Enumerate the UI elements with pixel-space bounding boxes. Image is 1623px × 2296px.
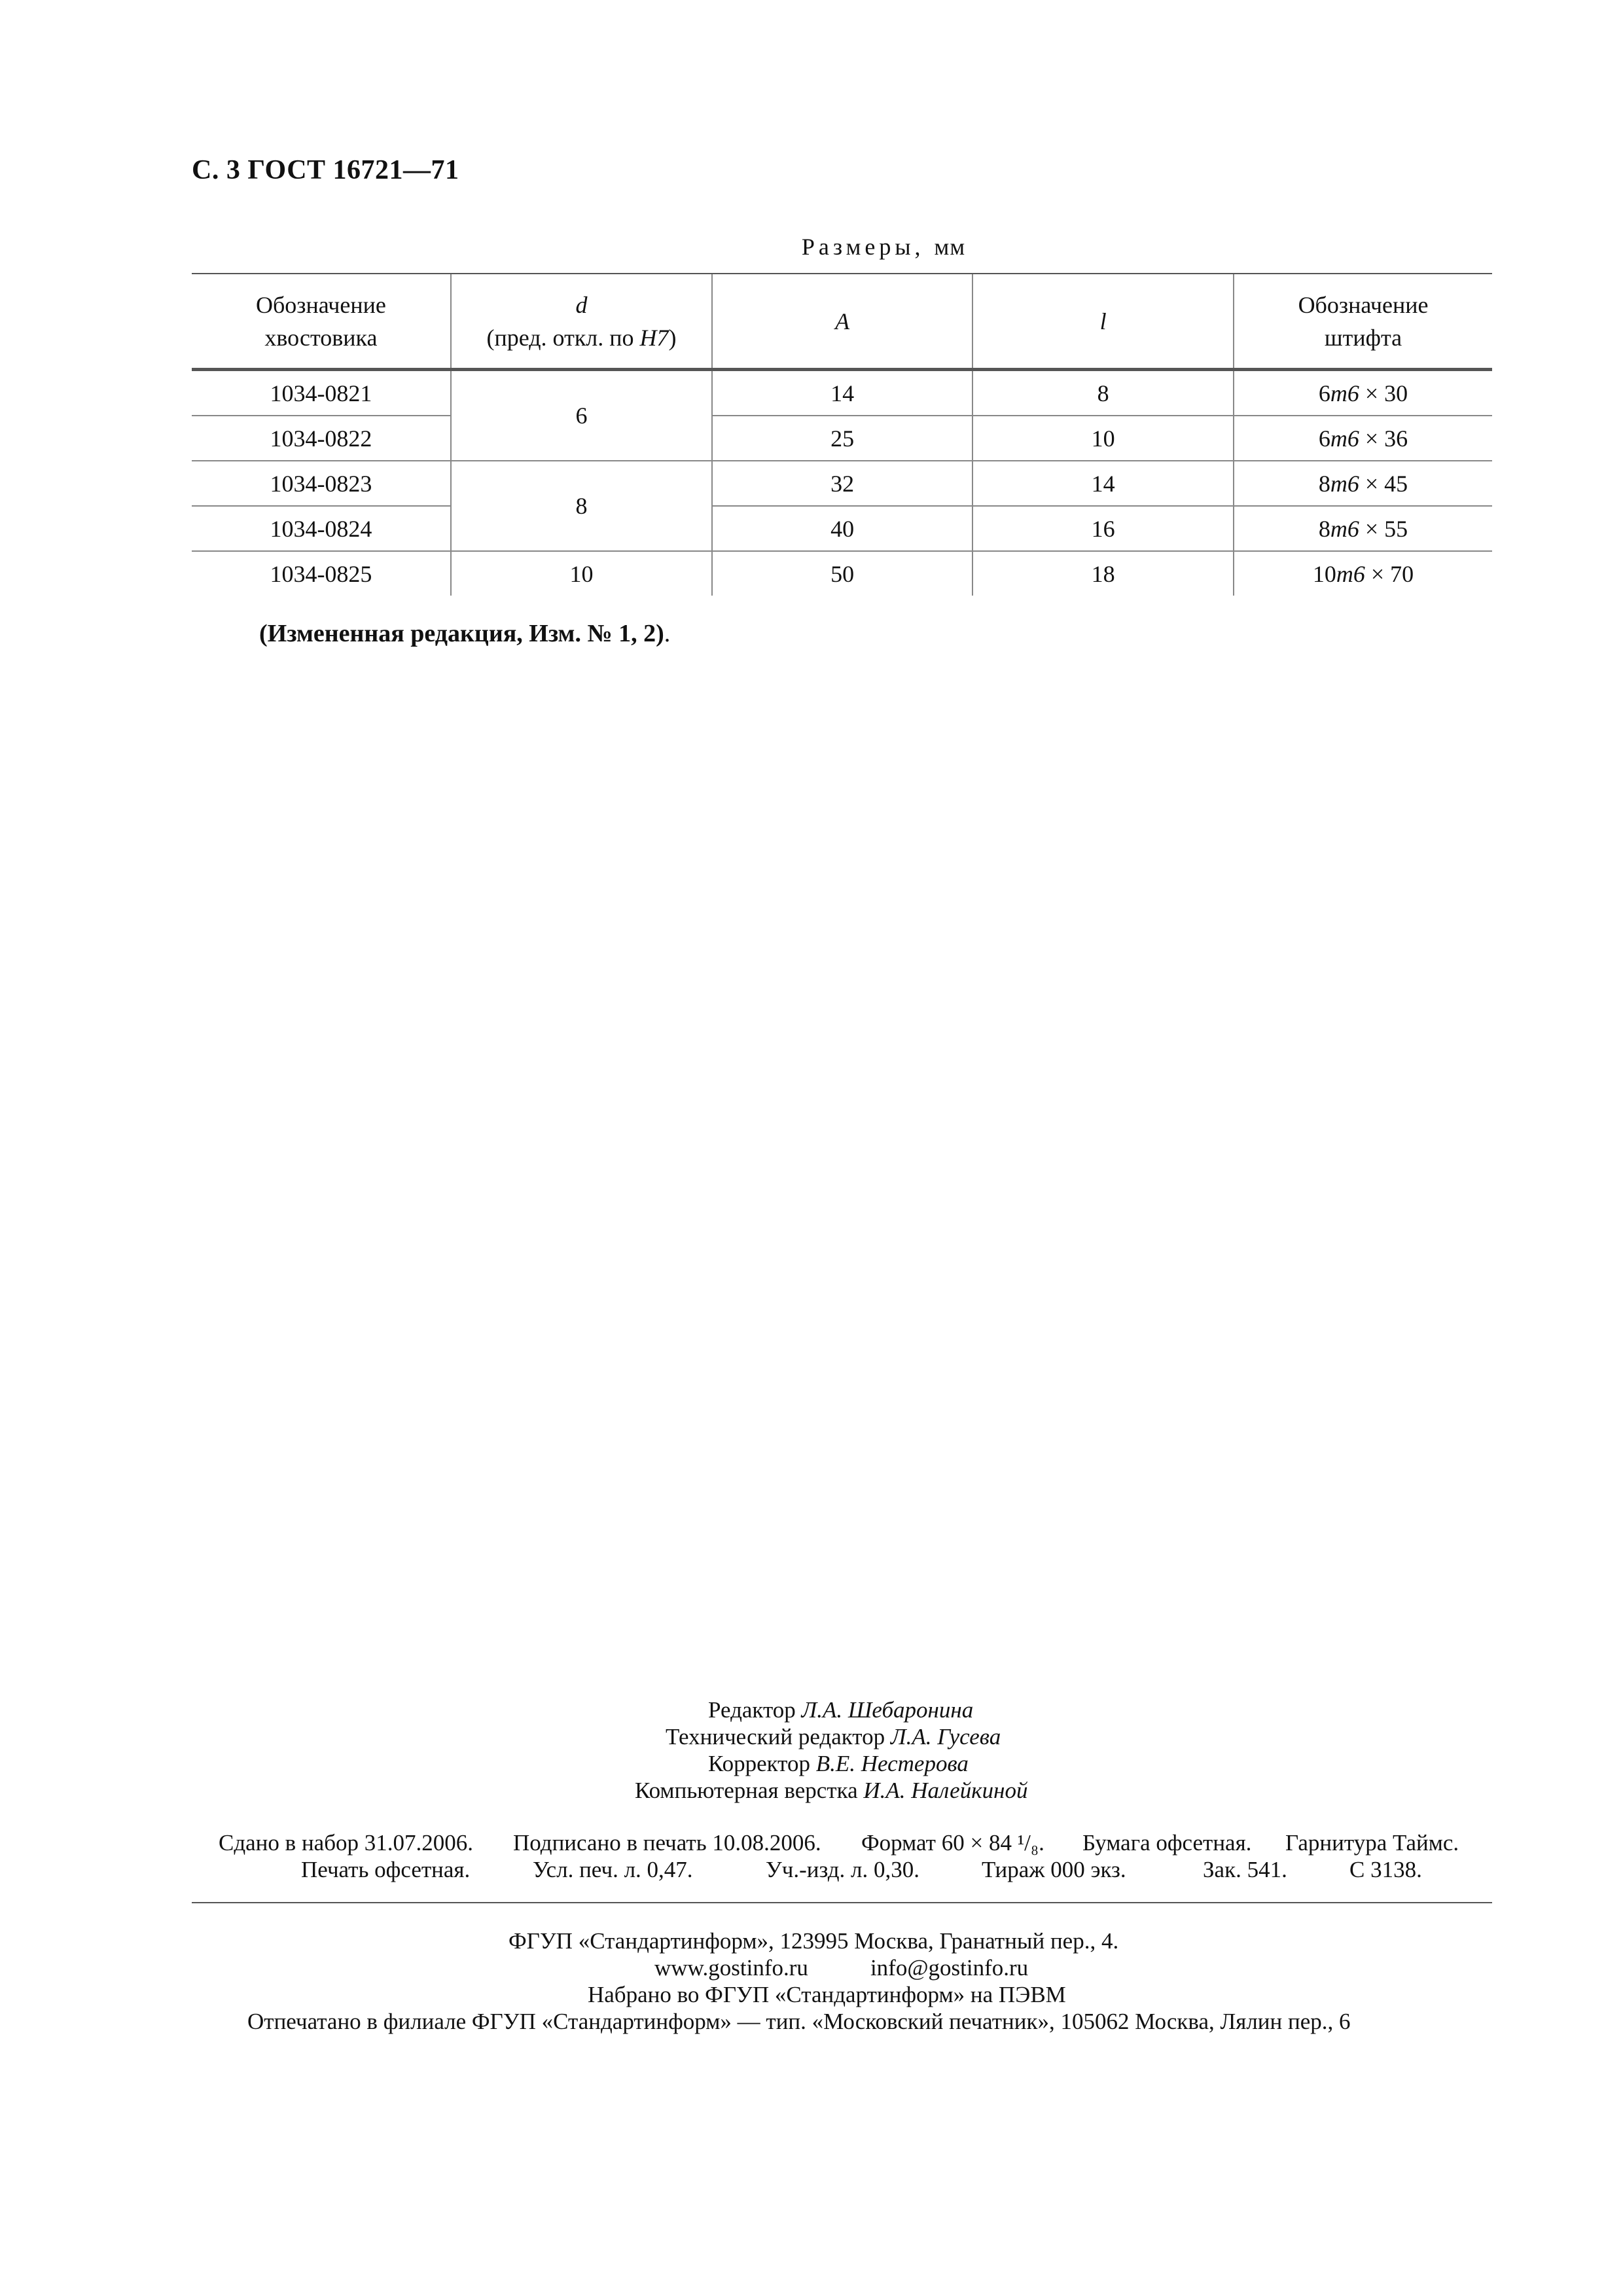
cell-pin [1234,506,1492,551]
imprint-order: Зак. 541. [1203,1857,1287,1882]
cell-d: 6 [451,370,712,461]
imprint-signed-date: Подписано в печать 10.08.2006. [513,1830,821,1856]
header-pin-line2: штифта [1324,324,1402,351]
table-header-row [192,274,1492,370]
table-row [192,416,1492,461]
cell-code: 1034-0825 [270,560,372,587]
credit-tech-editor [666,1723,1001,1750]
imprint-print-type: Печать офсетная. [301,1857,471,1882]
credit-tech-editor-role: Технический редактор [666,1724,891,1749]
pin-fit: m6 [1330,380,1359,406]
imprint-typeset-date: Сдано в набор 31.07.2006. [219,1830,474,1856]
pin-number: 8 [1318,515,1330,542]
revision-note [259,619,670,648]
pin-fit: m6 [1330,470,1359,497]
header-pin-line1: Обозначение [1298,291,1429,318]
revision-note-tail: . [664,620,671,647]
header-d-note-fit: H7 [639,324,669,351]
imprint-code: С 3138. [1349,1857,1422,1882]
publisher-typeset-note: Набрано во ФГУП «Стандартинформ» на ПЭВМ [588,1982,1066,2007]
header-shank-designation [192,274,451,370]
table-caption [785,233,982,260]
pin-number: 8 [1318,470,1330,497]
cell-pin [1234,551,1492,596]
credit-corrector [708,1750,969,1777]
table-row [192,370,1492,416]
pin-number: 6 [1318,425,1330,452]
pin-number: 6 [1318,380,1330,406]
credit-layout [635,1777,1027,1804]
pin-fit: m6 [1336,560,1365,587]
credit-layout-role: Компьютерная верстка [635,1778,864,1803]
revision-note-text: (Измененная редакция, Изм. № 1, 2) [259,620,664,647]
caption-label: Размеры, [801,234,925,260]
header-shank-line2: хвостовика [264,324,378,351]
header-d-note-prefix: (пред. откл. по [486,324,640,351]
cell-l: 10 [972,416,1234,461]
cell-pin [1234,370,1492,416]
caption-unit: мм [934,234,966,260]
footer-divider [192,1902,1492,1903]
cell-code: 1034-0823 [192,461,451,506]
imprint-typeface: Гарнитура Таймс. [1285,1830,1459,1856]
cell-pin [1234,416,1492,461]
cell-d: 10 [451,551,712,596]
header-A: A [712,274,972,370]
credit-layout-name: И.А. Налейкиной [863,1778,1028,1803]
cell-A: 32 [712,461,972,506]
header-d [451,274,712,370]
credit-editor-role: Редактор [708,1697,802,1723]
cell-code: 1034-0822 [192,416,451,461]
imprint-circulation: Тираж 000 экз. [982,1857,1126,1882]
publisher-contacts [654,1954,1028,1981]
header-d-symbol: d [575,291,588,318]
table-row [192,506,1492,551]
cell-A: 14 [712,370,972,416]
header-shank-line1: Обозначение [255,291,386,318]
imprint-print-sheets: Усл. печ. л. 0,47. [533,1857,693,1882]
imprint-format: Формат 60 × 84 ¹/₈. [861,1830,1044,1856]
cell-A: 25 [712,416,972,461]
cell-code: 1034-0821 [192,370,451,416]
header-d-note-suffix: ) [668,324,677,351]
publisher-website: www.gostinfo.ru [654,1955,808,1981]
table-row [192,461,1492,506]
cell-l: 14 [972,461,1234,506]
pin-number: 10 [1312,560,1336,587]
cell-code: 1034-0824 [192,506,451,551]
credit-tech-editor-name: Л.А. Гусева [890,1724,1001,1749]
publisher-address: ФГУП «Стандартинформ», 123995 Москва, Гранатный пер., 4. [508,1928,1119,1954]
header-pin-designation [1234,274,1492,370]
header-l: l [972,274,1234,370]
pin-length: × 55 [1359,515,1408,542]
publisher-email: info@gostinfo.ru [870,1955,1029,1981]
pin-fit: m6 [1330,425,1359,452]
credit-editor-name: Л.А. Шебаронина [801,1697,974,1723]
publisher-printed-note: Отпечатано в филиале ФГУП «Стандартинформ» — тип. «Московский печатник», 105062 Москва, Лялин пер., 6 [247,2009,1351,2034]
cell-A: 40 [712,506,972,551]
pin-fit: m6 [1330,515,1359,542]
pin-length: × 70 [1364,560,1414,587]
cell-l: 8 [972,370,1234,416]
credit-corrector-role: Корректор [708,1751,816,1776]
credit-corrector-name: В.Е. Нестерова [815,1751,969,1776]
cell-pin [1234,461,1492,506]
header-d-tolerance [452,321,711,354]
imprint-publ-sheets: Уч.-изд. л. 0,30. [766,1857,919,1882]
cell-l: 16 [972,506,1234,551]
cell-d: 8 [451,461,712,551]
imprint-paper: Бумага офсетная. [1082,1830,1252,1856]
pin-length: × 30 [1359,380,1408,406]
page-header: С. 3 ГОСТ 16721—71 [192,155,459,185]
cell-l: 18 [972,551,1234,596]
dimensions-table [192,273,1492,596]
cell-A: 50 [712,551,972,596]
pin-length: × 36 [1359,425,1408,452]
pin-length: × 45 [1359,470,1408,497]
credit-editor [708,1696,973,1723]
table-row [192,551,1492,596]
